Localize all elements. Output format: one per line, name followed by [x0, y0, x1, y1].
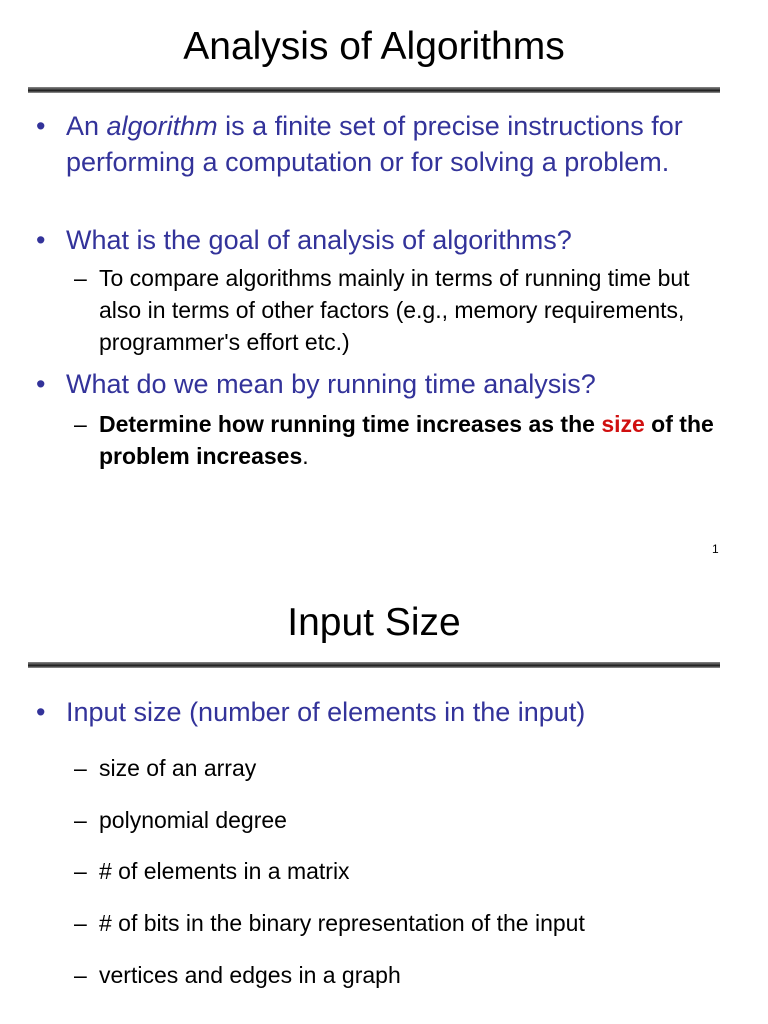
sub-bullet-marker: –	[74, 910, 87, 936]
sub-bullet-item	[74, 855, 724, 887]
bullet-text: Input size (number of elements in the input)	[66, 697, 586, 727]
bullet-input-size	[36, 694, 726, 730]
sub-bullet-item	[74, 752, 724, 784]
sub-bullet-marker: –	[74, 755, 87, 781]
sub-bullet-text	[99, 408, 724, 472]
sub-bullet-item	[74, 959, 724, 991]
page-number: 1	[712, 542, 719, 556]
sub-bullet-text: To compare algorithms mainly in terms of running time but also in terms of other factors (e.g., memory requirements, programmer's effort etc.)	[99, 265, 690, 355]
slide-input-size	[0, 590, 768, 1024]
bullet-algorithm-definition	[36, 108, 726, 180]
bullet-marker: •	[36, 369, 46, 399]
sub-bullet-item	[74, 804, 724, 836]
sub-bullet-text: polynomial degree	[99, 807, 287, 833]
sub-bullet-item	[74, 907, 724, 939]
sub-bullet-text: # of bits in the binary representation of the input	[99, 910, 585, 936]
sub-bullet-bold-text: Determine how running time increases as the	[99, 411, 602, 437]
sub-bullet-marker: –	[74, 962, 87, 988]
sub-bullet-determine-growth	[74, 408, 724, 472]
slide-title: Input Size	[287, 601, 461, 644]
sub-bullet-marker: –	[74, 807, 87, 833]
sub-bullet-marker: –	[74, 858, 87, 884]
title-divider	[28, 87, 720, 93]
bullet-marker: •	[36, 697, 46, 727]
highlighted-word-size: size	[601, 411, 645, 437]
sub-bullet-tail: .	[302, 443, 309, 469]
sub-bullet-text: vertices and edges in a graph	[99, 962, 401, 988]
sub-bullet-marker: –	[74, 411, 87, 437]
sub-bullet-text: size of an array	[99, 755, 257, 781]
bullet-marker: •	[36, 225, 46, 255]
bullet-text: What do we mean by running time analysis?	[66, 369, 596, 399]
bullet-text-prefix: An	[66, 111, 107, 141]
title-divider	[28, 662, 720, 668]
slide-title: Analysis of Algorithms	[183, 25, 565, 68]
bullet-text	[66, 108, 726, 180]
bullet-text: What is the goal of analysis of algorithms?	[66, 225, 572, 255]
bullet-goal-question	[36, 222, 726, 258]
sub-bullet-marker: –	[74, 265, 87, 291]
bullet-text-emphasis: algorithm	[106, 111, 218, 141]
sub-bullet-bold-text: of the problem increases	[99, 411, 714, 469]
sub-bullet-text: # of elements in a matrix	[99, 858, 350, 884]
bullet-text-rest: is a finite set of precise instructions for performing a computation or for solving a problem.	[66, 111, 683, 177]
sub-bullet-compare-algorithms	[74, 262, 724, 358]
bullet-marker: •	[36, 111, 46, 141]
bullet-running-time-question	[36, 366, 726, 402]
